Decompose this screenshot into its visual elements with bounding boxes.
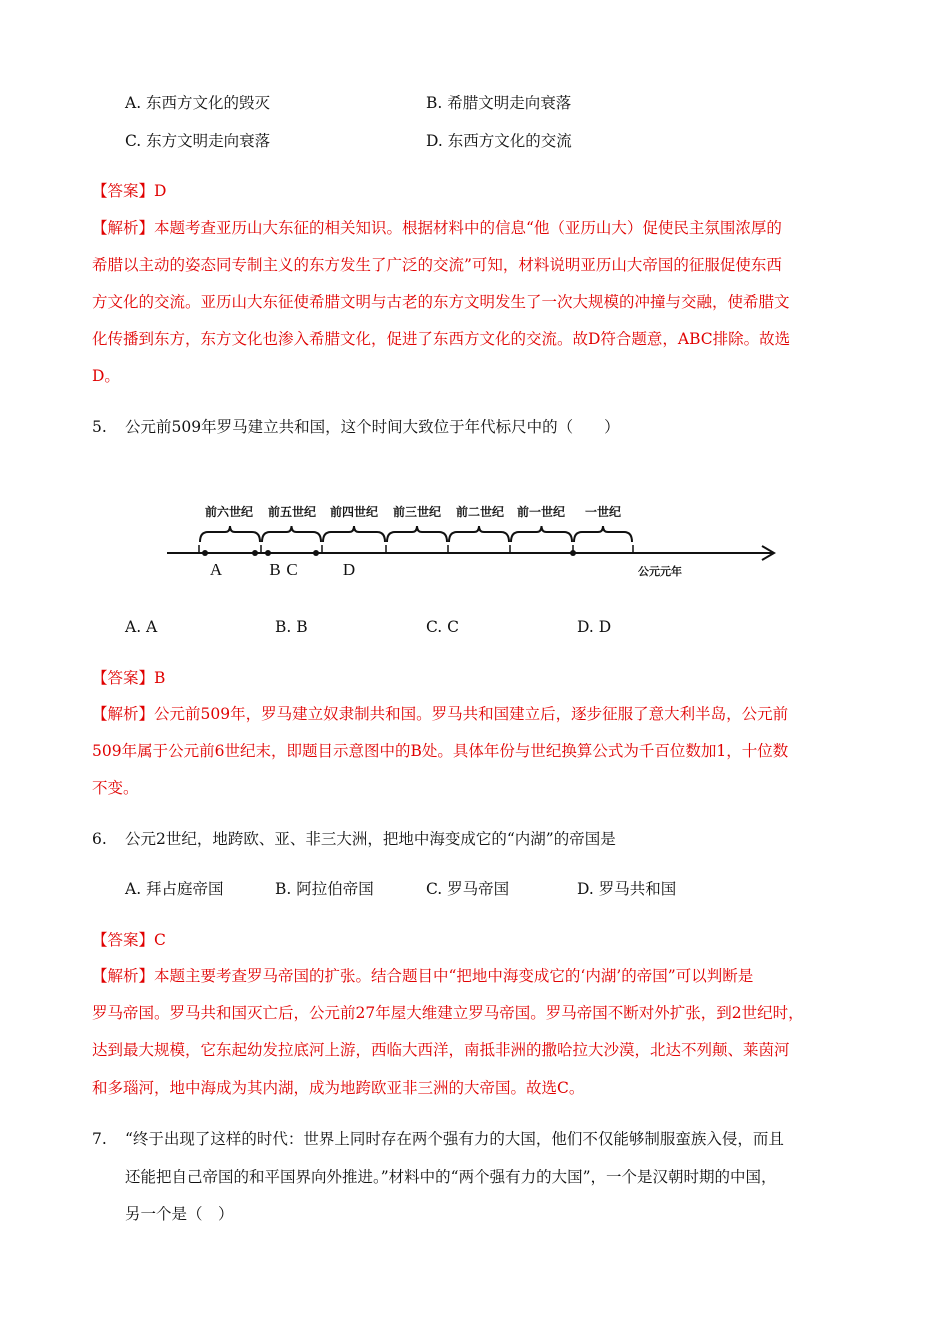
timeline-point — [570, 550, 576, 556]
q4-answer: 【答案】D — [92, 182, 167, 200]
point-label-c: C — [286, 560, 298, 579]
q4-option-a[interactable]: A. 东西方文化的毁灭 — [125, 94, 271, 112]
century-label: 前六世纪 — [204, 505, 254, 519]
q4-option-d[interactable]: D. 东西方文化的交流 — [426, 132, 572, 150]
q4-option-b[interactable]: B. 希腊文明走向衰落 — [426, 94, 572, 112]
q6-analysis-line: 罗马帝国。罗马共和国灭亡后，公元前27年屋大维建立罗马帝国。罗马帝国不断对外扩张，到2世纪时， — [92, 1004, 804, 1022]
timeline-point — [202, 550, 208, 556]
q6-number: 6. — [92, 830, 107, 848]
origin-label: 公元元年 — [638, 565, 682, 578]
q6-analysis-line: 达到最大规模，它东起幼发拉底河上游，西临大西洋，南抵非洲的撒哈拉大沙漠，北达不列颠、莱茵河 — [92, 1041, 790, 1059]
q6-analysis-line: 【解析】本题主要考查罗马帝国的扩张。结合题目中“把地中海变成它的‘内湖’的帝国”可以判断是 — [92, 967, 754, 985]
timeline-diagram — [0, 490, 950, 590]
q6-option-a[interactable]: A. 拜占庭帝国 — [125, 880, 224, 898]
q5-option-b[interactable]: B. B — [275, 618, 308, 636]
q5-number: 5. — [92, 418, 107, 436]
q6-analysis-line: 和多瑙河，地中海成为其内湖，成为地跨欧亚非三洲的大帝国。故选C。 — [92, 1079, 585, 1097]
century-brace — [449, 526, 509, 542]
q4-analysis-line: 方文化的交流。亚历山大东征使希腊文明与古老的东方文明发生了一次大规模的冲撞与交融，使希腊文 — [92, 293, 790, 311]
q5-analysis-line: 【解析】公元前509年，罗马建立奴隶制共和国。罗马共和国建立后，逐步征服了意大利半岛，公元前 — [92, 705, 789, 723]
q5-analysis-line: 509年属于公元前6世纪末，即题目示意图中的B处。具体年份与世纪换算公式为千百位数加1，十位数 — [92, 742, 789, 760]
q4-analysis-line: 化传播到东方，东方文化也渗入希腊文化，促进了东西方文化的交流。故D符合题意，ABC排除。故选 — [92, 330, 791, 348]
century-brace — [323, 526, 385, 542]
q6-answer: 【答案】C — [92, 931, 166, 949]
point-label-b: B — [269, 560, 281, 579]
century-label: 前四世纪 — [329, 505, 379, 519]
century-label: 前三世纪 — [392, 505, 442, 519]
q6-option-d[interactable]: D. 罗马共和国 — [577, 880, 677, 898]
century-label: 前五世纪 — [267, 505, 317, 519]
century-brace — [262, 526, 321, 542]
q7-number: 7. — [92, 1130, 107, 1148]
q4-option-c[interactable]: C. 东方文明走向衰落 — [125, 132, 271, 150]
q5-analysis-line: 不变。 — [92, 779, 139, 797]
q5-option-d[interactable]: D. D — [577, 618, 612, 636]
century-label: 前二世纪 — [455, 505, 505, 519]
q4-analysis-line: D。 — [92, 367, 120, 385]
q5-option-a[interactable]: A. A — [125, 618, 158, 636]
point-label-a: A — [209, 560, 223, 579]
q7-stem-line: “终于出现了这样的时代：世界上同时存在两个强有力的大国，他们不仅能够制服蛮族入侵，而且 — [125, 1130, 784, 1148]
q6-option-b[interactable]: B. 阿拉伯帝国 — [275, 880, 374, 898]
timeline-point — [252, 550, 258, 556]
q7-stem-line: 还能把自己帝国的和平国界向外推进。”材料中的“两个强有力的大国”，一个是汉朝时期的中国， — [125, 1168, 777, 1186]
century-brace — [574, 526, 632, 542]
century-label: 一世纪 — [584, 505, 622, 519]
q5-answer: 【答案】B — [92, 669, 166, 687]
q5-stem: 公元前509年罗马建立共和国，这个时间大致位于年代标尺中的（ ） — [125, 418, 620, 436]
century-label: 前一世纪 — [516, 505, 566, 519]
q4-analysis-line: 【解析】本题考查亚历山大东征的相关知识。根据材料中的信息“他（亚历山大）促使民主氛围浓厚的 — [92, 219, 782, 237]
century-brace — [200, 526, 260, 542]
timeline-point — [313, 550, 319, 556]
q7-stem-line: 另一个是（ ） — [125, 1205, 234, 1223]
century-brace — [387, 526, 447, 542]
timeline-point — [265, 550, 271, 556]
century-brace — [511, 526, 572, 542]
q5-option-c[interactable]: C. C — [426, 618, 460, 636]
q6-option-c[interactable]: C. 罗马帝国 — [426, 880, 510, 898]
q4-analysis-line: 希腊以主动的姿态同专制主义的东方发生了广泛的交流”可知，材料说明亚历山大帝国的征服促使东西 — [92, 256, 782, 274]
point-label-d: D — [342, 560, 356, 579]
q6-stem: 公元2世纪，地跨欧、亚、非三大洲，把地中海变成它的“内湖”的帝国是 — [125, 830, 616, 848]
